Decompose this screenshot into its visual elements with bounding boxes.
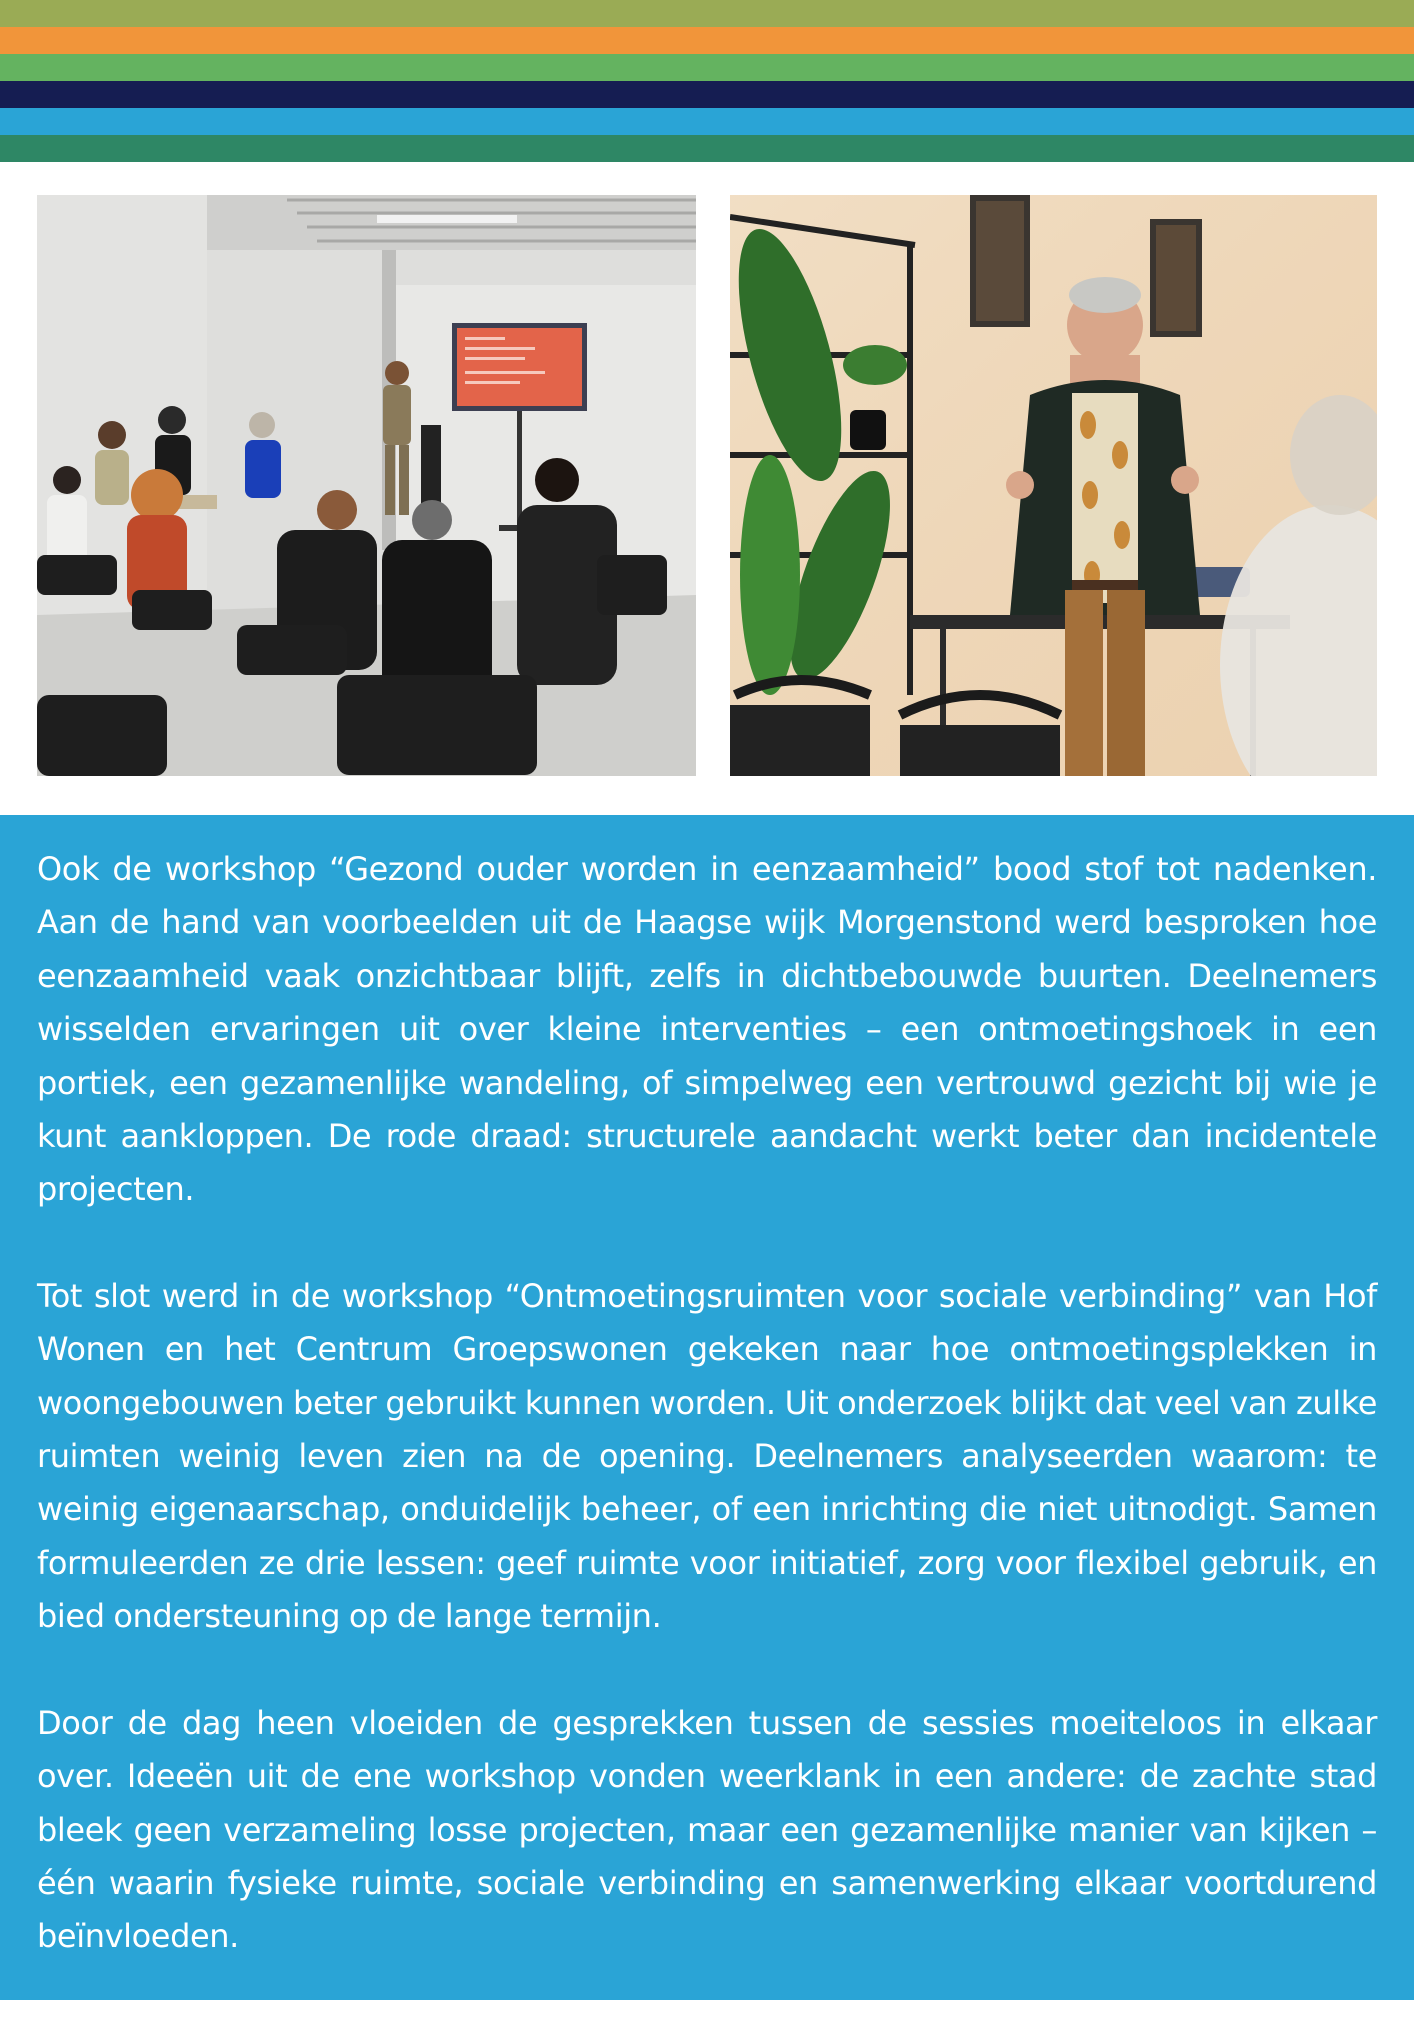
- article-paragraph-3: Door de dag heen vloeiden de gesprekken tussen de sessies moeiteloos in elkaar over. Ideeën uit de ene workshop vonden weerklank in een andere: de zachte stad bleek geen verzameling losse projecten, maar een gezamenlijke manier van kijken – één waarin fysieke ruimte, sociale verbinding en samenwerking elkaar voortdurend beïnvloeden.: [37, 1703, 1377, 1956]
- stripe-blue: [0, 108, 1414, 135]
- article-paragraph-1: Ook de workshop “Gezond ouder worden in eenzaamheid” bood stof tot nadenken. Aan de hand van voorbeelden uit de Haagse wijk Morgenstond werd besproken hoe eenzaamheid vaak onzichtbaar blijft, zelfs in dichtbebouwde buurten. Deelnemers wisselden ervaringen uit over kleine interventies – een ontmoetingshoek in een portiek, een gezamenlijke wandeling, of simpelweg een vertrouwd gezicht bij wie je kunt aankloppen. De rode draad: structurele aandacht werkt beter dan incidentele projecten.: [37, 850, 1377, 1209]
- stripe-olive: [0, 0, 1414, 27]
- stripe-navy: [0, 81, 1414, 108]
- photo-row: [37, 195, 1377, 776]
- workshop-group-illustration: [37, 195, 696, 776]
- article-paragraph-2: Tot slot werd in de workshop “Ontmoetingsruimten voor sociale verbinding” van Hof Wonen en het Centrum Groepswonen gekeken naar hoe ontmoetingsplekken in woongebouwen beter gebruikt kunnen worden. Uit onderzoek blijkt dat veel van zulke ruimten weinig leven zien na de opening. Deelnemers analyseerden waarom: te weinig eigenaarschap, onduidelijk beheer, of een inrichting die niet uitnodigt. Samen formuleerden ze drie lessen: geef ruimte voor initiatief, zorg voor flexibel gebruik, en bied ondersteuning op de lange termijn.: [37, 1276, 1377, 1636]
- article-body: [37, 843, 1377, 2017]
- article-text-panel: [0, 815, 1414, 2000]
- workshop-group-photo: [37, 195, 696, 776]
- stripe-orange: [0, 27, 1414, 54]
- speaker-photo: [730, 195, 1377, 776]
- stripe-green: [0, 54, 1414, 81]
- stripe-teal: [0, 135, 1414, 162]
- speaker-illustration: [730, 195, 1377, 776]
- header-stripes: [0, 0, 1414, 162]
